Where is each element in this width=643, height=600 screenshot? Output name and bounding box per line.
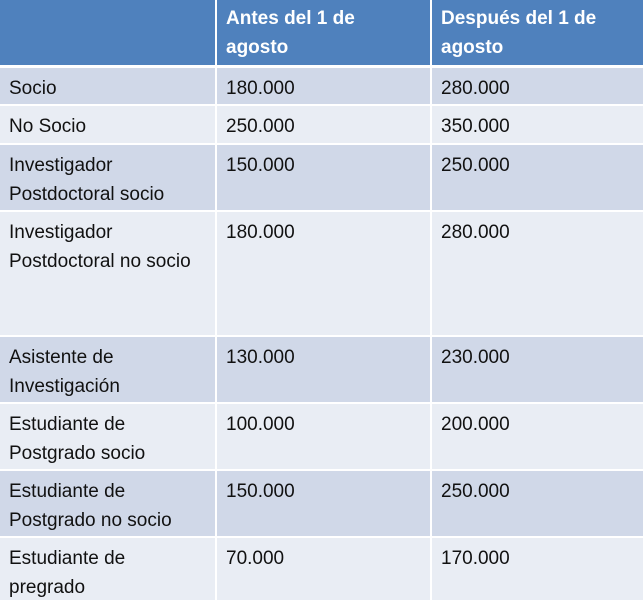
category-cell: Asistente de Investigación (0, 336, 216, 403)
before-cell: 250.000 (216, 105, 431, 144)
category-cell: Estudiante de Postgrado no socio (0, 470, 216, 537)
table-row (0, 211, 643, 336)
before-cell: 150.000 (216, 144, 431, 211)
category-cell: Estudiante de pregrado (0, 537, 216, 600)
header-row (0, 0, 643, 66)
header-before: Antes del 1 de agosto (216, 0, 431, 66)
category-cell: Socio (0, 66, 216, 105)
before-cell: 180.000 (216, 66, 431, 105)
table-row (0, 537, 643, 600)
category-cell: Investigador Postdoctoral no socio (0, 211, 216, 336)
category-cell: Estudiante de Postgrado socio (0, 403, 216, 470)
after-cell: 280.000 (431, 66, 643, 105)
table-row (0, 144, 643, 211)
after-cell: 250.000 (431, 470, 643, 537)
before-cell: 130.000 (216, 336, 431, 403)
table-row (0, 470, 643, 537)
table-row (0, 66, 643, 105)
after-cell: 230.000 (431, 336, 643, 403)
after-cell: 170.000 (431, 537, 643, 600)
table-row (0, 403, 643, 470)
after-cell: 200.000 (431, 403, 643, 470)
header-after: Después del 1 de agosto (431, 0, 643, 66)
before-cell: 70.000 (216, 537, 431, 600)
after-cell: 350.000 (431, 105, 643, 144)
category-cell: Investigador Postdoctoral socio (0, 144, 216, 211)
after-cell: 250.000 (431, 144, 643, 211)
before-cell: 180.000 (216, 211, 431, 336)
table-row (0, 336, 643, 403)
header-category (0, 0, 216, 66)
after-cell: 280.000 (431, 211, 643, 336)
table-row (0, 105, 643, 144)
category-cell: No Socio (0, 105, 216, 144)
before-cell: 100.000 (216, 403, 431, 470)
before-cell: 150.000 (216, 470, 431, 537)
